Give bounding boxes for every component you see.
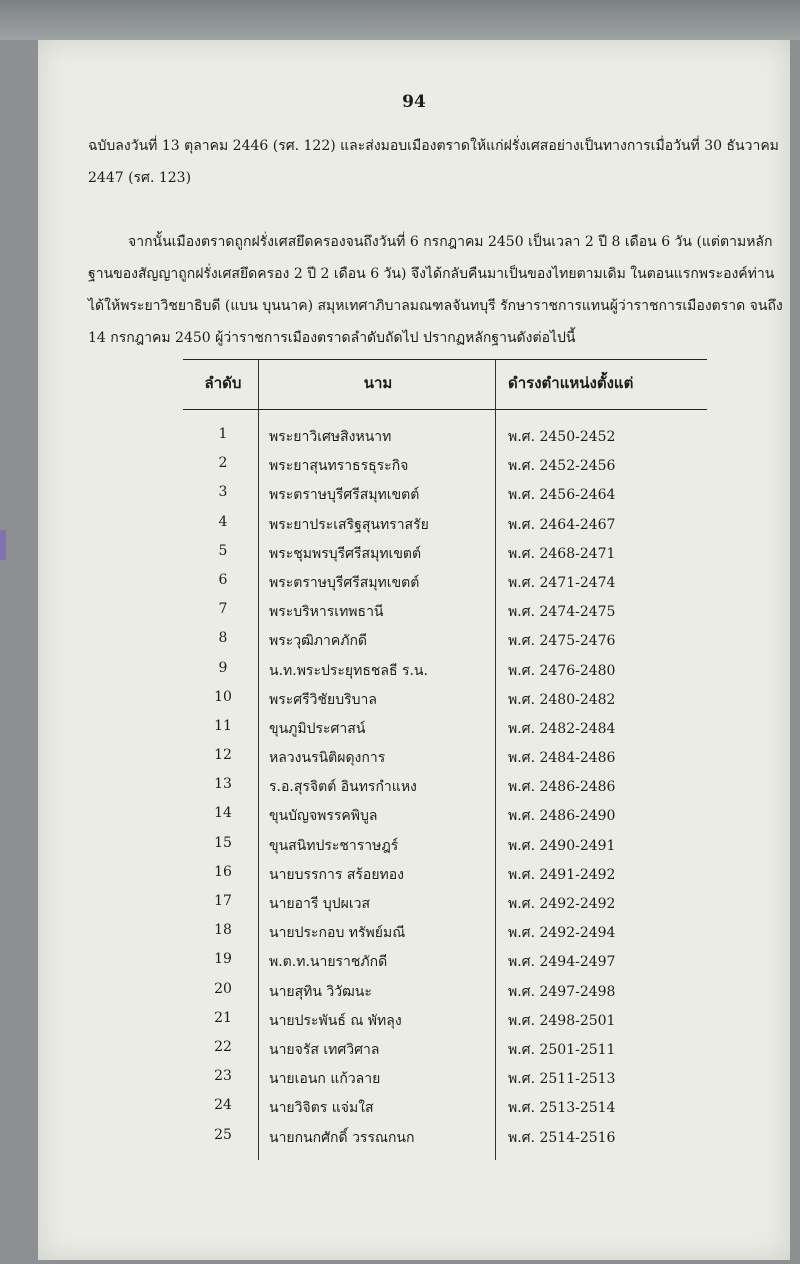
row-term: พ.ศ. 2450-2452	[508, 429, 616, 445]
row-name: นายกนกศักดิ์ วรรณกนก	[269, 1129, 415, 1146]
row-order: 16	[214, 863, 232, 880]
table-row	[38, 1064, 790, 1093]
row-name: พระยาประเสริฐสุนทราสรัย	[269, 516, 429, 533]
row-order: 11	[214, 717, 232, 734]
row-term: พ.ศ. 2492-2494	[508, 925, 616, 942]
table-row	[38, 1093, 790, 1122]
row-order: 20	[214, 980, 232, 997]
page-number: 94	[402, 92, 426, 112]
row-order: 18	[214, 922, 232, 939]
row-name: พระบริหารเทพธานี	[269, 604, 384, 621]
row-order: 7	[218, 601, 228, 618]
row-name: พระตราษบุรีศรีสมุทเขตต์	[269, 487, 420, 504]
table-row	[38, 656, 790, 685]
table-row	[38, 860, 790, 889]
row-term: พ.ศ. 2475-2476	[508, 633, 616, 650]
row-order: 24	[214, 1097, 232, 1114]
row-term: พ.ศ. 2474-2475	[508, 604, 616, 621]
row-name: ร.อ.สุรจิตต์ อินทรกำแหง	[269, 779, 417, 796]
table-row	[38, 539, 790, 568]
table-row	[38, 1123, 790, 1152]
row-name: พระตราษบุรีศรีสมุทเขตต์	[269, 574, 420, 591]
table-row	[38, 597, 790, 626]
row-order: 15	[214, 834, 232, 851]
scan-background	[0, 0, 800, 40]
row-order: 13	[214, 776, 232, 793]
row-term: พ.ศ. 2464-2467	[508, 516, 616, 533]
table-row	[38, 422, 790, 451]
row-name: นายบรรการ สร้อยทอง	[269, 866, 405, 883]
table-top-rule	[183, 359, 707, 360]
paragraph-body: จากนั้นเมืองตราดถูกฝรั่งเศสยึดครองจนถึงวันที่ 6 กรกฎาคม 2450 เป็นเวลา 2 ปี 8 เดือน 6 วัน (แต่ตามหลักฐานของสัญญาถูกฝรั่งเศสยึดครอง 2 ปี 2 เดือน 6 วัน) จึงได้กลับคืนมาเป็นของไทยตามเดิม ในตอนแรกพระองค์ท่านได้ให้พระยาวิชยาธิบดี (แบน บุนนาค) สมุหเทศาภิบาลมณฑลจันทบุรี รักษาราชการแทนผู้ว่าราชการเมืองตราด จนถึง 14 กรกฎาคม 2450 ผู้ว่าราชการเมืองตราดลำดับถัดไป ปรากฏหลักฐานดังต่อไปนี้	[88, 234, 783, 346]
row-name: นายจรัส เทศวิศาล	[269, 1041, 380, 1058]
table-row	[38, 480, 790, 509]
paragraph-intro: ฉบับลงวันที่ 13 ตุลาคม 2446 (รศ. 122) และส่งมอบเมืองตราดให้แก่ฝรั่งเศสอย่างเป็นทางการเมื่อวันที่ 30 ธันวาคม 2447 (รศ. 123)	[88, 138, 779, 186]
document-page	[38, 40, 790, 1260]
row-term: พ.ศ. 2482-2484	[508, 720, 616, 737]
table-row	[38, 451, 790, 480]
row-order: 21	[214, 1009, 232, 1026]
table-row	[38, 1006, 790, 1035]
row-term: พ.ศ. 2490-2491	[508, 837, 616, 854]
row-order: 2	[218, 455, 228, 472]
row-name: นายสุทิน วิวัฒนะ	[269, 983, 372, 1000]
row-order: 4	[218, 513, 228, 530]
row-term: พ.ศ. 2471-2474	[508, 574, 616, 591]
row-term: พ.ศ. 2476-2480	[508, 662, 616, 679]
table-row	[38, 947, 790, 976]
header-name: นาม	[363, 374, 393, 392]
row-name: พระยาสุนทราธรธุระกิจ	[269, 458, 409, 475]
table-row	[38, 1035, 790, 1064]
row-term: พ.ศ. 2513-2514	[508, 1100, 616, 1117]
row-name: นายอารี บุปผเวส	[269, 896, 371, 912]
row-name: พระศรีวิชัยบริบาล	[269, 691, 377, 708]
row-term: พ.ศ. 2486-2490	[508, 808, 616, 825]
row-term: พ.ศ. 2468-2471	[508, 545, 616, 562]
table-row	[38, 801, 790, 830]
row-order: 6	[218, 571, 228, 588]
row-term: พ.ศ. 2456-2464	[508, 487, 616, 504]
table-row	[38, 889, 790, 918]
row-term: พ.ศ. 2492-2492	[508, 896, 616, 912]
edge-mark	[0, 530, 6, 560]
row-term: พ.ศ. 2498-2501	[508, 1012, 616, 1029]
row-name: นายวิจิตร แจ่มใส	[269, 1100, 374, 1117]
row-name: พระชุมพรบุรีศรีสมุทเขตต์	[269, 545, 422, 562]
row-term: พ.ศ. 2497-2498	[508, 983, 616, 1000]
row-name: พระยาวิเศษสิงหนาท	[269, 429, 392, 445]
table-row	[38, 977, 790, 1006]
row-order: 10	[214, 688, 232, 705]
row-term: พ.ศ. 2484-2486	[508, 750, 616, 767]
table-row	[38, 918, 790, 947]
row-order: 23	[214, 1068, 232, 1085]
table-row	[38, 714, 790, 743]
row-order: 14	[214, 805, 232, 822]
row-order: 22	[214, 1038, 232, 1055]
row-order: 5	[218, 542, 228, 559]
row-term: พ.ศ. 2511-2513	[508, 1071, 616, 1088]
row-order: 19	[214, 951, 232, 968]
row-name: นายประพันธ์ ณ พัทลุง	[269, 1012, 402, 1029]
table-row	[38, 831, 790, 860]
row-term: พ.ศ. 2501-2511	[508, 1041, 616, 1058]
row-name: ขุนบัญจพรรคพิบูล	[269, 808, 378, 825]
row-order: 17	[214, 893, 232, 909]
table-row	[38, 685, 790, 714]
row-order: 25	[214, 1126, 232, 1143]
row-name: ขุนภูมิประศาสน์	[269, 720, 366, 737]
table-row	[38, 743, 790, 772]
row-name: ขุนสนิทประชาราษฎร์	[269, 837, 399, 854]
header-order: ลำดับ	[204, 374, 242, 392]
row-term: พ.ศ. 2486-2486	[508, 779, 616, 796]
table-header-rule	[183, 409, 707, 410]
table-row	[38, 772, 790, 801]
governor-table-body	[38, 422, 790, 1152]
row-name: หลวงนรนิติผดุงการ	[269, 750, 386, 767]
row-term: พ.ศ. 2480-2482	[508, 691, 616, 708]
row-term: พ.ศ. 2491-2492	[508, 866, 616, 883]
row-name: นายเอนก แก้วลาย	[269, 1071, 381, 1088]
table-row	[38, 626, 790, 655]
row-term: พ.ศ. 2514-2516	[508, 1129, 616, 1146]
row-name: พระวุฒิภาคภักดี	[269, 633, 368, 650]
row-name: พ.ต.ท.นายราชภักดี	[269, 954, 388, 971]
table-row	[38, 510, 790, 539]
row-term: พ.ศ. 2452-2456	[508, 458, 616, 475]
row-term: พ.ศ. 2494-2497	[508, 954, 616, 971]
row-order: 1	[218, 426, 228, 442]
table-row	[38, 568, 790, 597]
row-name: นายประกอบ ทรัพย์มณี	[269, 925, 406, 942]
header-term: ดำรงตำแหน่งตั้งแต่	[508, 374, 634, 392]
row-order: 12	[214, 747, 232, 764]
row-order: 3	[218, 484, 228, 501]
row-order: 9	[218, 659, 228, 676]
row-order: 8	[218, 630, 228, 647]
row-name: น.ท.พระประยุทธชลธี ร.น.	[269, 662, 428, 679]
